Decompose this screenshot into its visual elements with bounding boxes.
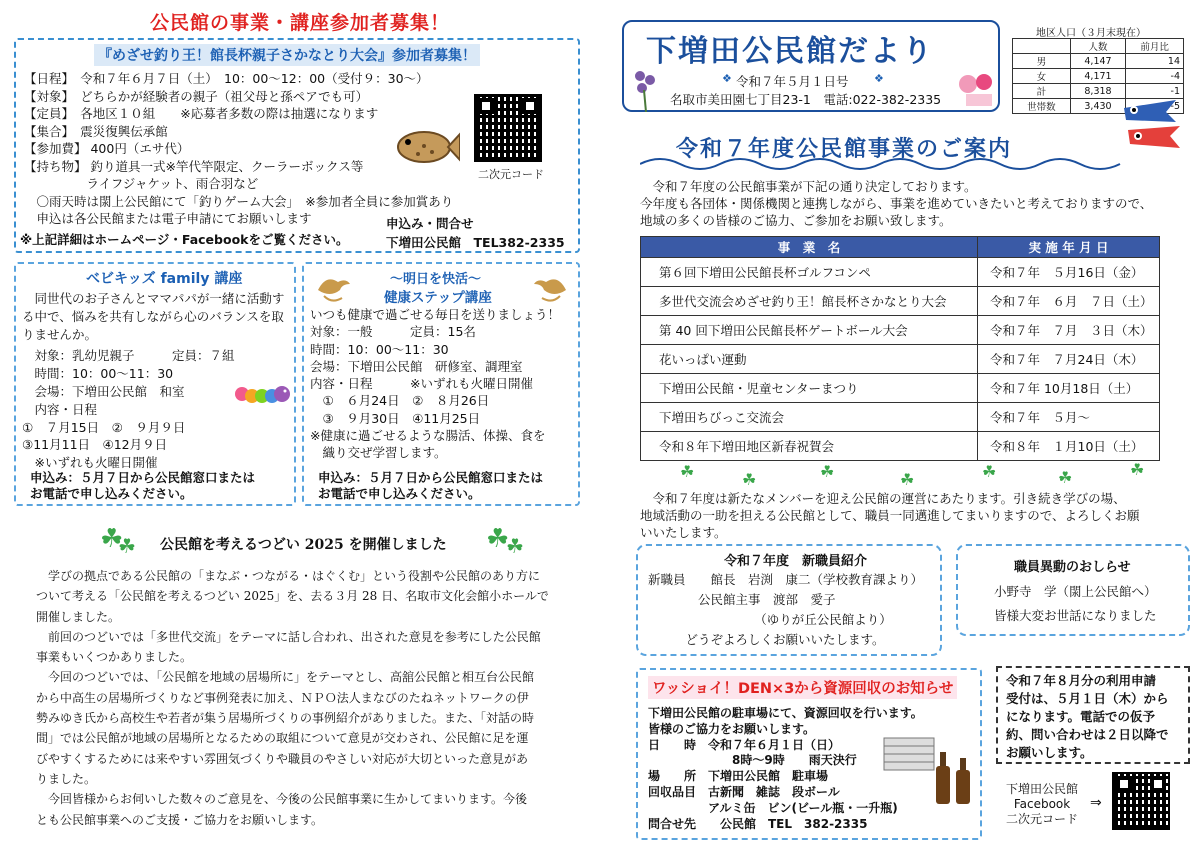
- staff-intro-lines: [648, 570, 923, 650]
- event-date: 令和８年 １月10日（土）: [978, 432, 1160, 461]
- clover-icon: ☘: [900, 470, 915, 489]
- baby-kids-title: ベビキッズ family 講座: [86, 271, 243, 287]
- recycle-line: 8時～9時 雨天決行: [648, 753, 857, 768]
- report-line: 今回皆様からお伺いした数々のご意見を、今後の公民館事業に生かしてまいります。今後: [36, 792, 528, 807]
- facebook-label: [1006, 782, 1078, 827]
- staff-line: どうぞよろしくお願いいたします。: [648, 632, 885, 647]
- baby-kids-apply: 申込み：５月７日から公民館窓口または お電話で申し込みください。: [30, 470, 256, 501]
- baby-line: ③11月11日 ④12月９日: [22, 437, 168, 453]
- health-step-box: [302, 262, 580, 506]
- report-body: [36, 566, 549, 830]
- recycle-line: 回収品目 古新聞 雑誌 段ボール: [648, 784, 840, 799]
- usage-line: 受付は、５月１日（木）から: [1006, 691, 1169, 706]
- health-line: 対象：一般 定員：15名: [310, 324, 476, 340]
- plan-intro-line: 地域の多くの皆様のご協力、ご参加をお願い致します。: [640, 213, 952, 228]
- baby-line: 会場：下増田公民館 和室: [22, 383, 185, 399]
- clover-icon: ☘: [1058, 468, 1073, 487]
- fishing-row: ライフジャケット、雨合羽など: [24, 176, 259, 191]
- population-change: -5: [1126, 99, 1184, 114]
- event-date: 令和７年 ７月24日（木）: [978, 345, 1160, 374]
- baby-line: 同世代のお子さんとママパパが一緒に活動す: [22, 291, 285, 306]
- fishing-row: 申込は各公民館または電子申請にてお願いします: [24, 211, 312, 226]
- health-line: いつも健康で過ごせる毎日を送りましょう！: [310, 307, 561, 322]
- population-label: 男: [1013, 54, 1071, 69]
- main-title: 公民館の事業・講座参加者募集！: [150, 12, 451, 34]
- plan-outro: [640, 490, 1140, 541]
- usage-line: 令和７年８月分の利用申請: [1006, 673, 1157, 688]
- report-line: びやすくするためには来やすい雰囲気づくりや職員のやさしい対応が大切といった意見があ: [36, 751, 529, 766]
- fishing-event-details: [24, 70, 453, 228]
- fishing-note: ※上記詳細はホームページ・Facebookをご覧ください。: [20, 232, 349, 247]
- staff-line: 公民館主事 渡部 愛子: [648, 592, 836, 607]
- clover-icon: ☘: [680, 462, 695, 481]
- event-name: 下増田ちびっこ交流会: [641, 403, 978, 432]
- report-line: ついて考える「公民館を考えるつどい 2025」を、去る３月 28 日、名取市文化会館小ホールで: [36, 589, 549, 604]
- fishing-row: 【持ち物】 釣り道具一式※竿代竿限定、クーラーボックス等: [24, 158, 364, 174]
- staff-line: 新職員 館長 岩渕 康二（学校教育課より）: [648, 572, 924, 587]
- report-line: 勢みゆき氏から高校生や若者が集う居場所づくりの事例紹介がありました。また、「対話の時: [36, 711, 535, 726]
- baby-line: 内容・日程: [22, 401, 98, 417]
- health-line: 会場：下増田公民館 研修室、調理室: [310, 358, 523, 374]
- clover-icon: ☘: [742, 470, 757, 489]
- event-date: 令和７年 ６月 ７日（土）: [978, 287, 1160, 316]
- plan-intro-line: 今年度も各団体・関係機関と連携しながら、事業を進めていきたいと考えておりますので、: [640, 196, 1153, 211]
- clover-icon: ☘: [486, 524, 510, 554]
- fishing-qr-label: 二次元コード: [478, 168, 544, 181]
- health-step-details: [310, 306, 560, 462]
- population-value: 4,147: [1070, 54, 1126, 69]
- plan-heading: 令和７年度公民館事業のご案内: [676, 137, 1013, 162]
- recycle-line: アルミ缶 ビン(ビール瓶・一升瓶): [648, 800, 898, 815]
- recycle-title: ワッショイ！DEN×3から資源回収のお知らせ: [648, 676, 957, 699]
- health-line: 内容・日程 ※いずれも火曜日開催: [310, 376, 533, 392]
- event-date: 令和７年 ５月16日（金）: [978, 258, 1160, 287]
- events-col-name: 事 業 名: [641, 237, 978, 258]
- staff-transfer-box: [956, 544, 1190, 636]
- event-name: 花いっぱい運動: [641, 345, 978, 374]
- health-line: ※健康に過ごせるような腸活、体操、食を: [310, 428, 546, 444]
- fishing-row: 【日程】 令和７年６月７日（土） 10：00～12：00（受付９：30～）: [24, 71, 429, 86]
- event-name: 第６回下増田公民館長杯ゴルフコンペ: [641, 258, 978, 287]
- report-line: 間」では公民館が地域の居場所となるための取組について意見が交わされ、公民館に足を運: [36, 731, 529, 746]
- usage-line: になります。電話での仮予: [1006, 709, 1156, 724]
- recycle-line: 皆様のご協力をお願いします。: [648, 721, 816, 736]
- population-change: -4: [1126, 69, 1184, 84]
- report-line: 今回のつどいでは、「公民館を地域の居場所に」をテーマとし、高舘公民館と相互台公民館: [36, 670, 535, 685]
- facebook-line: 下増田公民館: [1006, 782, 1079, 796]
- clover-icon: ☘: [982, 462, 997, 481]
- recycle-line: 下増田公民館の駐車場にて、資源回収を行います。: [648, 706, 923, 720]
- fishing-row: 【集合】 震災復興伝承館: [24, 123, 168, 139]
- event-name: 下増田公民館・児童センターまつり: [641, 374, 978, 403]
- report-line: 開催しました。: [36, 609, 121, 624]
- population-value: 8,318: [1070, 84, 1126, 99]
- fishing-row: 【定員】 各地区１０組 ※応募者多数の際は抽選になります: [24, 106, 379, 121]
- population-header: 人数: [1070, 39, 1126, 54]
- population-header: [1013, 39, 1071, 54]
- population-caption: 地区人口（３月末現在）: [1036, 28, 1146, 39]
- baby-line: 時間：10：00～11：30: [22, 366, 174, 382]
- health-step-apply: 申込み：５月７日から公民館窓口または お電話で申し込みください。: [318, 470, 544, 501]
- clover-icon: ☘: [506, 534, 524, 558]
- health-step-title: 健康ステップ講座: [384, 290, 492, 306]
- event-name: 令和８年下増田地区新春祝賀会: [641, 432, 978, 461]
- bird-ornament-icon: [314, 270, 354, 304]
- fishing-event-title: 『めざせ釣り王！館長杯親子さかなとり大会』参加者募集！: [94, 44, 480, 66]
- event-date: 令和７年 ５月～: [978, 403, 1160, 432]
- fishing-contact-label: 申込み・問合せ: [386, 216, 474, 231]
- fishing-qr-code: [474, 94, 542, 162]
- table-row: [641, 316, 1160, 345]
- table-row: [641, 258, 1160, 287]
- newsletter-address: 名取市美田園七丁目23-1 電話:022-382-2335: [670, 92, 942, 107]
- flower-icon: [628, 66, 668, 112]
- report-line: とも公民館事業へのご支援・ご協力をお願いします。: [36, 812, 324, 827]
- fish-icon: [394, 124, 460, 170]
- fishing-row: 【対象】 どちらかが経験者の親子（祖父母と孫ペアでも可）: [24, 88, 369, 104]
- baby-line: 対象：乳幼児親子 定員：７組: [22, 348, 235, 364]
- fishing-row: 【参加費】 400円（エサ代）: [24, 141, 190, 156]
- population-row: [1013, 54, 1184, 69]
- usage-notice-box: [996, 666, 1190, 764]
- diamond-icon: ❖: [874, 72, 884, 85]
- event-name: 第 40 回下増田公民館長杯ゲートボール大会: [641, 316, 978, 345]
- carnation-icon: [954, 70, 1004, 110]
- report-title: 公民館を考えるつどい 2025 を開催しました: [160, 537, 447, 553]
- table-row: [641, 345, 1160, 374]
- report-line: 事業もいくつかありました。: [36, 650, 193, 665]
- event-name: 多世代交流会めざせ釣り王！館長杯さかなとり大会: [641, 287, 978, 316]
- report-line: 前回のつどいでは「多世代交流」をテーマに話し合われ、出された意見を参考にした公民館: [36, 629, 541, 644]
- bird-ornament-icon: [530, 270, 570, 304]
- usage-line: 約、問い合わせは２日以降で: [1006, 727, 1169, 742]
- baby-line: ① ７月15日 ② ９月９日: [22, 419, 186, 435]
- arrow-right-icon: ⇒: [1090, 795, 1102, 811]
- facebook-qr-code: [1112, 772, 1170, 830]
- report-line: りました。: [36, 771, 97, 786]
- bottle-icon: [934, 750, 974, 806]
- newsletter-header: [622, 20, 1000, 112]
- baby-line: りませんか。: [22, 326, 98, 342]
- population-label: 計: [1013, 84, 1071, 99]
- baby-line: ※いずれも火曜日開催: [22, 455, 158, 471]
- population-label: 女: [1013, 69, 1071, 84]
- diamond-icon: ❖: [722, 72, 732, 85]
- newsletter-title: 下増田公民館だより: [646, 34, 934, 69]
- facebook-line: Facebook: [1013, 797, 1071, 811]
- facebook-line: 二次元コード: [1006, 812, 1079, 826]
- usage-notice-lines: [1006, 672, 1169, 762]
- population-value: 4,171: [1070, 69, 1126, 84]
- population-row: [1013, 69, 1184, 84]
- population-change: -1: [1126, 84, 1184, 99]
- newsletter-date: 令和７年５月１日号: [736, 74, 849, 89]
- report-line: 学びの拠点である公民館の「まなぶ・つながる・はぐくむ」という役割や公民館のあり方に: [36, 569, 541, 583]
- health-line: ③ ９月30日 ④11月25日: [310, 410, 481, 426]
- clover-icon: ☘: [100, 524, 124, 554]
- recycle-box: [636, 668, 982, 840]
- table-row: [641, 287, 1160, 316]
- table-row: [641, 432, 1160, 461]
- recycle-line: 日 時 令和７年６月１日（日）: [648, 737, 841, 752]
- fishing-contact: 下増田公民館 TEL382-2335: [386, 235, 565, 250]
- health-line: 織り交ぜ学習します。: [310, 445, 447, 461]
- staff-transfer-title: 職員異動のおしらせ: [1014, 560, 1131, 575]
- staff-intro-title: 令和７年度 新職員紹介: [724, 554, 868, 569]
- usage-line: お願いします。: [1006, 745, 1093, 760]
- events-col-date: 実 施 年 月 日: [978, 237, 1160, 258]
- table-row: [641, 374, 1160, 403]
- table-row: [641, 403, 1160, 432]
- fishing-event-box: [14, 38, 580, 253]
- staff-transfer-line: 小野寺 学（閖上公民館へ）: [994, 584, 1157, 599]
- event-date: 令和７年 10月18日（土）: [978, 374, 1160, 403]
- newspaper-bundle-icon: [882, 732, 936, 772]
- recycle-line: 問合せ先 公民館 TEL 382-2335: [648, 816, 868, 831]
- staff-transfer-line: 皆様大変お世話になりました: [994, 608, 1157, 623]
- event-date: 令和７年 ７月 ３日（木）: [978, 316, 1160, 345]
- population-header: 前月比: [1126, 39, 1184, 54]
- events-table: [640, 236, 1160, 461]
- health-line: ① ６月24日 ② ８月26日: [310, 393, 490, 409]
- plan-outro-line: 令和７年度は新たなメンバーを迎え公民館の運営にあたります。引き続き学びの場、: [640, 491, 1126, 506]
- staff-line: （ゆりが丘公民館より）: [648, 612, 892, 627]
- fishing-row: 〇雨天時は閖上公民館にて「釣りゲーム大会」 ※参加者全員に参加賞あり: [24, 193, 454, 209]
- population-label: 世帯数: [1013, 99, 1071, 114]
- population-value: 3,430: [1070, 99, 1126, 114]
- carp-streamer-icon: [1120, 96, 1190, 156]
- clover-icon: ☘: [1130, 460, 1145, 479]
- baby-line: る中で、悩みを共有しながら心のバランスを取: [22, 308, 284, 324]
- health-line: 時間：10：00～11：30: [310, 341, 449, 357]
- clover-icon: ☘: [820, 462, 835, 481]
- population-change: 14: [1126, 54, 1184, 69]
- baby-kids-box: [14, 262, 296, 506]
- clover-icon: ☘: [118, 534, 136, 558]
- plan-outro-line: いいたします。: [640, 525, 727, 540]
- recycle-line: 場 所 下増田公民館 駐車場: [648, 769, 829, 784]
- caterpillar-icon: [234, 376, 294, 406]
- health-step-subtitle: ～明日を快活～: [390, 272, 482, 287]
- plan-intro: [640, 178, 1152, 229]
- plan-intro-line: 令和７年度の公民館事業が下記の通り決定しております。: [640, 179, 977, 194]
- report-line: から中高生の居場所づくりなど事例発表に加え、ＮＰＯ法人まなびのたねネットワークの伊: [36, 690, 529, 705]
- wave-underline-icon: [640, 154, 1140, 172]
- staff-intro-box: [636, 544, 942, 656]
- plan-outro-line: 地域活動の一助を担える公民館として、職員一同邁進してまいりますので、よろしくお願: [640, 508, 1140, 523]
